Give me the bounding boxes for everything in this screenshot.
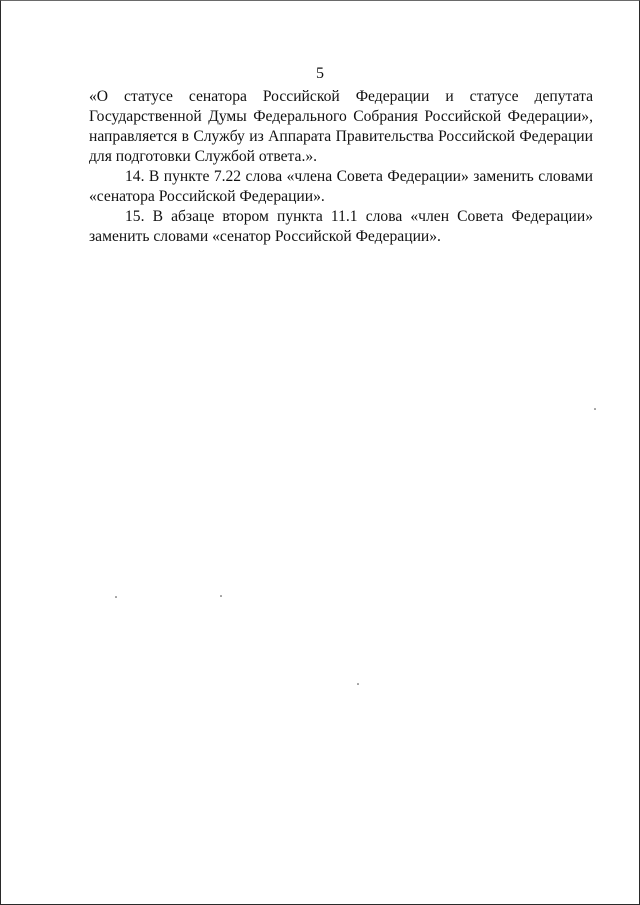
scan-speck: [115, 596, 117, 598]
paragraph-continuation: «О статусе сенатора Российской Федерации и статусе депутата Государственной Думы Федерального Собрания Российской Федерации», направляется в Службу из Аппарата Правительства Российской Федерации для подготовки Службой ответа.».: [89, 88, 593, 165]
page-number: 5: [316, 65, 324, 82]
scan-speck: [357, 683, 359, 685]
scan-speck: [594, 408, 596, 410]
paragraph-item-15: 15. В абзаце втором пункта 11.1 слова «член Совета Федерации» заменить словами «сенатор Российской Федерации».: [89, 208, 593, 245]
scan-speck: [220, 595, 222, 597]
paragraph-item-14: 14. В пункте 7.22 слова «члена Совета Федерации» заменить словами «сенатора Российской Федерации».: [89, 168, 593, 205]
document-body: [89, 87, 593, 247]
